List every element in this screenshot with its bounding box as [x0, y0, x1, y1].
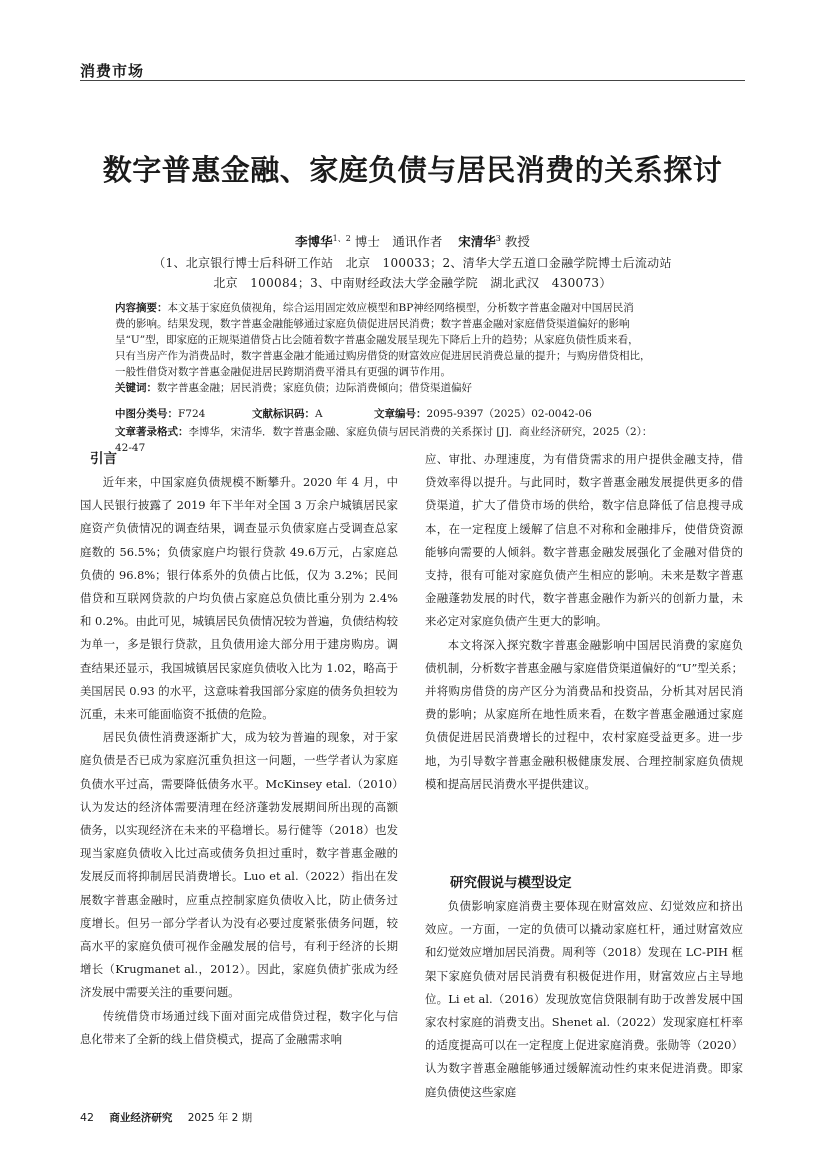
clc-value: F724: [178, 408, 206, 420]
text-line: 认为家庭负债水平过高，需要降低债务水平。McKinsey et: [80, 753, 398, 791]
journal-issue: 2025 年 2 期: [187, 1112, 253, 1124]
text-line: 传统借贷市场通过线下面对面完成借贷过程，数字化: [102, 1008, 375, 1023]
text-line: 借贷效率得以提升。与此同时，数字普惠金融发展提供更: [425, 452, 743, 490]
text-line: 这意味着我国部分家庭的债务负担较为沉重，未来可能面: [80, 683, 398, 722]
text-line: 认为没有必要过度紧张债务问题，较高水平的家庭负债可: [80, 915, 398, 954]
author-line: [80, 232, 745, 250]
text-line: 中，农村家庭受益更多。进一步地，为引导数字普惠金: [425, 730, 743, 768]
paragraph: [80, 471, 398, 726]
text-line: 贷限制有助于改善发展中国家农村家庭的消费支出。Shen: [425, 991, 743, 1030]
text-line: 仅为 3.2%；民间借贷和互联网贷款的户均负债占家庭总: [80, 567, 399, 606]
page-number: 42: [80, 1111, 94, 1124]
abstract-line: 一般性借贷对数字普惠金融促进居民跨期消费平滑具有更强的调节作用。: [115, 366, 451, 378]
text-line: 资品，分析其对居民消费的影响；从家庭所在地性质来看，: [425, 684, 743, 722]
text-line: 融积极健康发展、合理控制家庭负债规模和提高居民消: [425, 753, 743, 791]
text-line: 产生更大的影响。: [516, 614, 608, 629]
citation-line: 李博华，宋清华．数字普惠金融、家庭负债与居民消费的关系探讨 [J]．商业经济研究，2025（2）：: [188, 426, 653, 438]
text-line: 本文将深入探究数字普惠金融影响中国居民消费的: [447, 637, 708, 652]
article-title: 数字普惠金融、家庭负债与居民消费的关系探讨: [102, 153, 723, 187]
paragraph: [80, 726, 398, 1004]
text-line: 关注的重要问题。: [148, 985, 240, 1000]
text-line: al.（2010）认为发达的经济体需要清理在经济蓬勃发展期: [80, 776, 398, 814]
paragraph: [80, 1005, 398, 1051]
text-line: 数字普惠金融作为新兴的创新力量，未来必定对家庭负债: [425, 591, 743, 629]
paragraph: [425, 448, 743, 634]
text-line: 了信息搜寻成本，在一定程度上缓解了信息不对称和金: [425, 498, 743, 536]
citation-line: 42-47: [115, 442, 146, 454]
text-line: 负债比重分别为 2.4% 和 0.2%。由此可见，城镇居民负债: [80, 591, 398, 629]
text-line: 近年来，中国家庭负债规模不断攀升。2020 年 4 月，: [102, 475, 387, 489]
header-rule: [80, 80, 745, 81]
author-2-role: 教授: [504, 234, 530, 249]
author-1-sup: 1、2: [332, 233, 351, 243]
author-1-name: 李博华: [295, 234, 333, 249]
text-line: 用，财富效应占主导地位。Li et al.（2016）发现放宽信: [425, 968, 743, 1006]
text-line: 债用途大部分用于建房购房。调查结果还显示，我国城镇: [80, 637, 398, 675]
text-line: 产生相应的影响。未来是数字普惠金融蓬勃发展的时代，: [425, 568, 743, 606]
author-2-sup: 3: [495, 233, 501, 243]
right-column-section2: [425, 872, 743, 1104]
abstract-line: 本文基于家庭负债视角，综合运用固定效应模型和BP神经网络模型，分析数字普惠金融对中国居民消: [167, 302, 634, 314]
keywords: 数字普惠金融；居民消费；家庭负债；边际消费倾向；借贷渠道偏好: [157, 382, 472, 394]
text-line: Luo et al.（2022）指出在发展数字普惠金融时，应重点控: [80, 869, 398, 907]
paragraph: [425, 895, 743, 1104]
abstract-line: 只有当房产作为消费品时，数字普惠金融才能通过购房借贷的财富效应促进居民消费总量的提升；与购房借贷相比，: [115, 350, 651, 362]
affiliation-line-2: 北京 100084；3、中南财经政法大学金融学院 湖北武汉 430073）: [213, 276, 612, 290]
article-number-label: 文章编号：: [374, 408, 427, 420]
text-line: 在数字普惠金融通过家庭负债促进居民消费增长的过程: [425, 707, 743, 745]
text-line: 通过缓解流动性约束来促进消费。即家庭负债使这些家庭: [425, 1061, 743, 1099]
right-column: [425, 448, 743, 796]
text-line: 负债影响家庭消费主要体现在财富效应、幻觉效应和: [447, 899, 720, 913]
text-line: 居民家庭资产负债情况的调查结果，调查显示负债家庭: [80, 498, 398, 536]
paragraph: [425, 634, 743, 796]
page-footer: [80, 1110, 264, 1125]
text-line: 居民负债性消费逐渐扩大，成为较为普遍的现象，对: [102, 730, 375, 745]
abstract-label: 内容摘要：: [115, 302, 168, 314]
affiliation-line-1: （1、北京银行博士后科研工作站 北京 100033；2、清华大学五道口金融学院博士后流动站: [153, 256, 672, 270]
text-line: 视作金融发展的信号，有利于经济的长期增长（Krugman: [80, 939, 398, 977]
text-line: 临资不抵债的危险。: [171, 707, 274, 722]
section-heading-hypothesis: 研究假说与模型设定: [450, 875, 572, 891]
text-line: 制家庭负债收入比，防止债务过度增长。但另一部分学者: [80, 892, 398, 930]
article-number-field: [374, 406, 592, 422]
author-2-name: 宋清华: [458, 234, 496, 249]
text-line: 上促进家庭消费。张勋等（2020）认为数字普惠金融能够: [425, 1038, 743, 1076]
clc-field: [115, 406, 205, 422]
keywords-line: [115, 380, 715, 396]
text-line: 过重时，数字普惠金融的发展反而将抑制居民消费增长。: [80, 846, 398, 884]
abstract: [115, 300, 715, 396]
text-line: 的“U”型关系；并将购房借贷的房产区分为消费品和投: [425, 660, 743, 699]
text-line: 于家庭负债是否已成为家庭沉重负担这一问题，一些学者: [80, 730, 398, 768]
author-1-role: 博士 通讯作者: [354, 234, 443, 249]
text-line: 家庭负债机制，分析数字普惠金融与家庭借贷渠道偏好: [425, 637, 743, 675]
journal-name: 商业经济研究: [109, 1112, 173, 1124]
text-line: et al.（2022）发现家庭杠杆率的适度提高可以在一定程度: [425, 1015, 744, 1053]
doc-code-value: A: [315, 408, 323, 420]
article-number-value: 2095-9397（2025）02-0042-06: [426, 408, 592, 420]
text-line: 万元，占家庭总负债的 96.8%；银行体系外的负债占比低，: [80, 544, 398, 582]
text-line: 挤出效应。一方面，一定的负债可以撬动家庭杠杆，通: [425, 899, 743, 937]
text-line: 间所出现的高额债务，以实现经济在未来的平稳增长。易: [80, 799, 398, 838]
text-line: 与信息化带来了全新的线上借贷模式，提高了金融需求响: [80, 1008, 398, 1046]
abstract-line: 费的影响。结果发现，数字普惠金融能够通过家庭负债促进居民消费；数字普惠金融对家庭借贷渠道偏好的影响: [115, 318, 630, 330]
text-line: 应、审批、办理速度，为有借贷需求的用户提供金融支持，: [425, 452, 732, 466]
keywords-label: 关键词：: [115, 382, 157, 394]
section-heading-introduction: 引言: [90, 451, 117, 467]
text-line: 发现在 LC-PIH 框架下家庭负债对居民消费有积极促进作: [425, 945, 743, 983]
text-line: et al.，2012）。因此，家庭负债扩张成为经济发展中需要: [80, 962, 398, 1000]
clc-label: 中图分类号：: [115, 408, 178, 420]
left-column: [80, 448, 398, 1051]
section-label: 消费市场: [80, 62, 145, 80]
citation-label: 文章著录格式：: [115, 426, 189, 438]
text-line: 居民家庭负债收入比为 1.02，略高于美国居民 0.93 的水平，: [80, 660, 398, 698]
text-line: 多的借贷渠道，扩大了借贷市场的供给，数字信息降低: [425, 475, 743, 513]
text-line: 情况较为普遍，负债结构较为单一，多是银行贷款，且负: [80, 614, 398, 652]
text-line: 费水平提供建议。: [504, 776, 596, 791]
text-line: 融发展强化了金融对借贷的支持，很有可能对家庭负债: [425, 544, 743, 583]
text-line: 中国人民银行披露了 2019 年下半年对全国 3 万余户城镇: [80, 475, 398, 513]
text-line: 过财富效应和幻觉效应增加居民消费。周利等（2018）: [425, 922, 743, 960]
text-line: 行健等（2018）也发现当家庭负债收入比过高或债务负担: [80, 823, 398, 861]
text-line: 占受调查总家庭数的 56.5%；负债家庭户均银行贷款 49.6: [80, 521, 398, 559]
abstract-line: 呈“U”型，即家庭的正规渠道借贷占比会随着数字普惠金融发展呈现先下降后上升的趋势；从家庭负债性质来看，: [115, 334, 639, 346]
doc-code-field: [252, 406, 323, 422]
text-line: 融排斥，使借贷资源能够向需要的人倾斜。数字普惠金: [425, 521, 743, 559]
doc-code-label: 文献标识码：: [252, 408, 315, 420]
